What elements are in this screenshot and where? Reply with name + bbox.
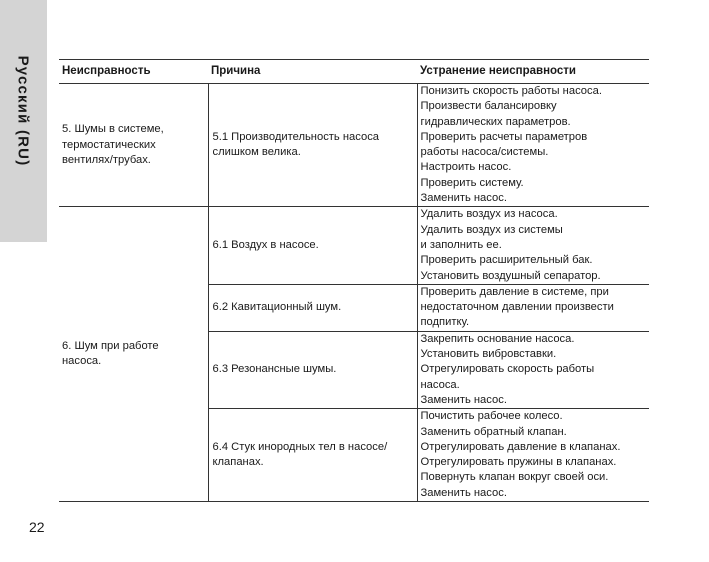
remedy-line: Понизить скорость работы насоса. (420, 85, 602, 97)
table-body (59, 84, 649, 502)
language-label: Русский (RU) (14, 55, 32, 167)
remedy-cell (417, 207, 649, 284)
remedy-line: и заполнить ее. (420, 238, 502, 251)
remedy-line: подпитку. (420, 316, 470, 329)
cause-cell: 6.2 Кавитационный шум. (208, 284, 417, 331)
remedy-line: Удалить воздух из системы (420, 223, 563, 236)
remedy-line: Закрепить основание насоса. (420, 332, 575, 345)
remedy-line: Произвести балансировку (420, 100, 557, 113)
remedy-line: Заменить насос. (420, 192, 507, 205)
remedy-line: недостаточном давлении произвести (420, 301, 614, 314)
remedy-line: Удалить воздух из насоса. (420, 208, 558, 221)
remedy-line: насоса. (420, 378, 460, 391)
remedy-line: Отрегулировать пружины в клапанах. (420, 456, 617, 469)
troubleshooting-table (59, 59, 649, 502)
table-header-row (59, 60, 649, 84)
language-side-tab (0, 0, 47, 242)
remedy-line: Отрегулировать скорость работы (420, 363, 595, 376)
remedy-line: работы насоса/системы. (420, 146, 549, 159)
remedy-line: Отрегулировать давление в клапанах. (420, 440, 621, 453)
remedy-line: Проверить систему. (420, 176, 524, 189)
remedy-line: Заменить насос. (420, 486, 507, 499)
remedy-line: гидравлических параметров. (420, 115, 571, 128)
header-remedy: Устранение неисправности (417, 60, 649, 84)
remedy-cell (417, 409, 649, 502)
fault-cell: 5. Шумы в системе, термостатических вентилях/трубах. (59, 84, 208, 207)
header-fault: Неисправность (59, 60, 208, 84)
remedy-line: Установить вибровставки. (420, 348, 557, 361)
remedy-cell (417, 331, 649, 408)
remedy-line: Проверить расчеты параметров (420, 130, 588, 143)
page-number: 22 (29, 519, 45, 535)
remedy-line: Повернуть клапан вокруг своей оси. (420, 471, 609, 484)
header-cause: Причина (208, 60, 417, 84)
remedy-cell (417, 84, 649, 207)
cause-cell: 5.1 Производительность насоса слишком велика. (208, 84, 417, 207)
remedy-line: Почистить рабочее колесо. (420, 410, 563, 423)
remedy-line: Заменить насос. (420, 393, 507, 406)
fault-cell: 6. Шум при работе насоса. (59, 207, 208, 502)
remedy-line: Проверить давление в системе, при (420, 285, 609, 298)
remedy-line: Проверить расширительный бак. (420, 254, 593, 267)
remedy-line: Заменить обратный клапан. (420, 425, 567, 438)
table-row (59, 207, 649, 284)
cause-cell: 6.1 Воздух в насосе. (208, 207, 417, 284)
cause-cell: 6.3 Резонансные шумы. (208, 331, 417, 408)
table-row (59, 84, 649, 207)
remedy-line: Установить воздушный сепаратор. (420, 269, 601, 282)
remedy-line: Настроить насос. (420, 161, 512, 174)
cause-cell: 6.4 Стук инородных тел в насосе/ клапанах. (208, 409, 417, 502)
remedy-cell (417, 284, 649, 331)
